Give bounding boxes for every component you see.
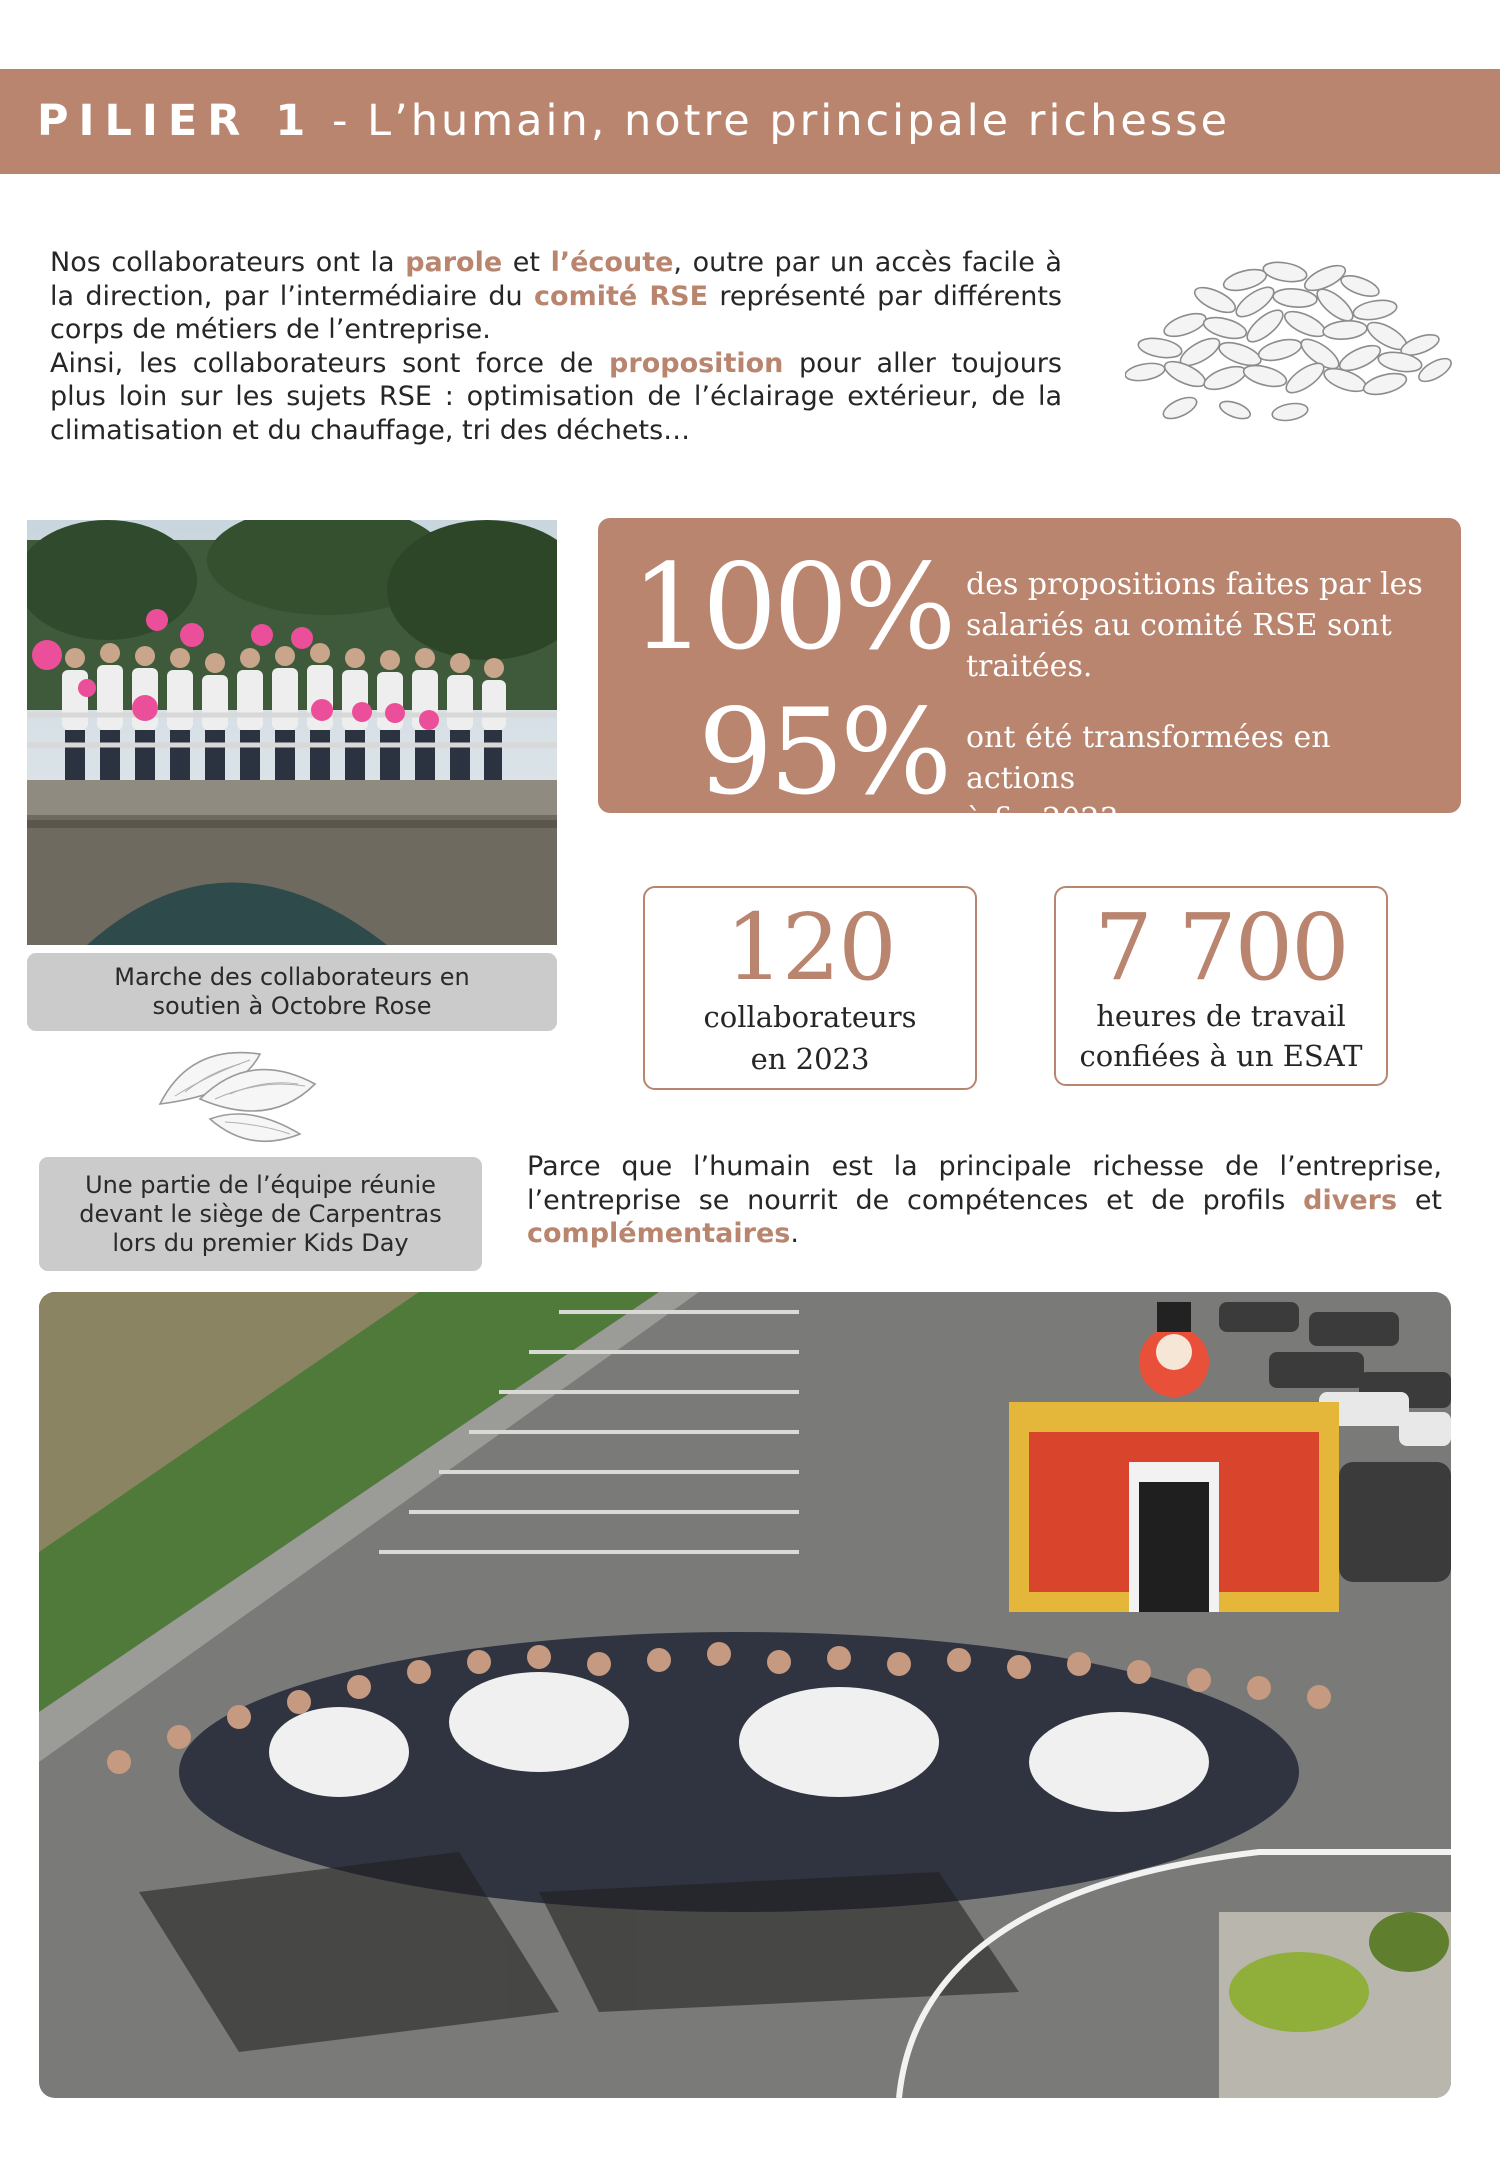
intro-text-span: pour aller toujours plus loin sur les sujets RSE : optimisation de l’éclairage extérieur, de la climatisation et du chauffage, tri des déchets… <box>50 347 1062 446</box>
highlight-ecoute: l’écoute <box>550 247 674 278</box>
caption-walk <box>27 953 557 1031</box>
stat-esat-hours-box <box>1054 886 1388 1086</box>
stat-95-line-2: à fin 2023. <box>966 802 1129 837</box>
stat-collaborators-label-1: collaborateurs <box>703 1000 917 1034</box>
highlight-complementaires: complémentaires <box>527 1218 791 1249</box>
caption-kids-day <box>39 1157 482 1271</box>
diversity-text-span: et <box>1397 1184 1443 1216</box>
stat-100-line-2: salariés au comité RSE sont <box>966 608 1392 643</box>
seeds-pile-icon <box>1125 250 1455 425</box>
caption-team-line-2: devant le siège de Carpentras <box>79 1199 442 1228</box>
stat-100-description <box>966 564 1436 687</box>
caption-team-line-1: Une partie de l’équipe réunie <box>85 1170 436 1199</box>
intro-text-span: Ainsi, les collaborateurs sont force de <box>50 347 610 379</box>
diversity-text <box>527 1150 1442 1251</box>
diversity-text-span: Parce que l’humain est la principale richesse de l’entreprise, l’entreprise se nourrit de compétences et de profils <box>527 1151 1442 1216</box>
diversity-text-span: . <box>790 1218 799 1249</box>
stat-95-line-1: ont été transformées en actions <box>966 720 1331 796</box>
page-title <box>37 69 1230 174</box>
stat-collaborators-label-2: en 2023 <box>750 1042 870 1076</box>
almonds-icon <box>150 1044 330 1150</box>
intro-text-span: Nos collaborateurs ont la <box>50 247 406 278</box>
pillar-title: - L’humain, notre principale richesse <box>315 96 1231 146</box>
highlight-divers: divers <box>1303 1184 1398 1216</box>
pillar-label: PILIER 1 <box>37 96 316 146</box>
stat-100-line-3: traitées. <box>966 649 1093 684</box>
intro-text-span: , outre par un accès facile à la direction, par l’intermédiaire du <box>50 247 1062 312</box>
stat-100-percent: 100% <box>631 538 953 676</box>
stat-collaborators-number: 120 <box>725 894 895 1001</box>
percent-stats-panel <box>598 518 1461 837</box>
highlight-proposition: proposition <box>609 347 784 379</box>
intro-paragraph-1 <box>50 246 1062 347</box>
intro-paragraph-2 <box>50 347 1062 448</box>
stat-100-line-1: des propositions faites par les <box>966 567 1423 602</box>
intro-text <box>50 246 1062 447</box>
caption-walk-line-2: soutien à Octobre Rose <box>152 992 432 1020</box>
highlight-parole: parole <box>405 247 503 278</box>
intro-text-span: et <box>502 247 551 278</box>
highlight-comite-rse: comité RSE <box>534 280 709 312</box>
stat-esat-label-2: confiées à un ESAT <box>1079 1039 1363 1073</box>
stat-95-percent: 95% <box>698 683 949 821</box>
stat-esat-label-1: heures de travail <box>1096 999 1346 1033</box>
caption-walk-line-1: Marche des collaborateurs en <box>114 963 470 991</box>
stat-95-description <box>966 717 1436 840</box>
photo-october-rose-walk <box>27 520 557 945</box>
intro-text-span: représenté par différents corps de métiers de l’entreprise. <box>50 280 1063 345</box>
stat-esat-number: 7 700 <box>1094 894 1348 1001</box>
stat-collaborators-box <box>643 886 977 1090</box>
caption-team-line-3: lors du premier Kids Day <box>112 1228 409 1257</box>
header-banner <box>0 69 1500 174</box>
photo-team-kids-day <box>39 1292 1451 2098</box>
